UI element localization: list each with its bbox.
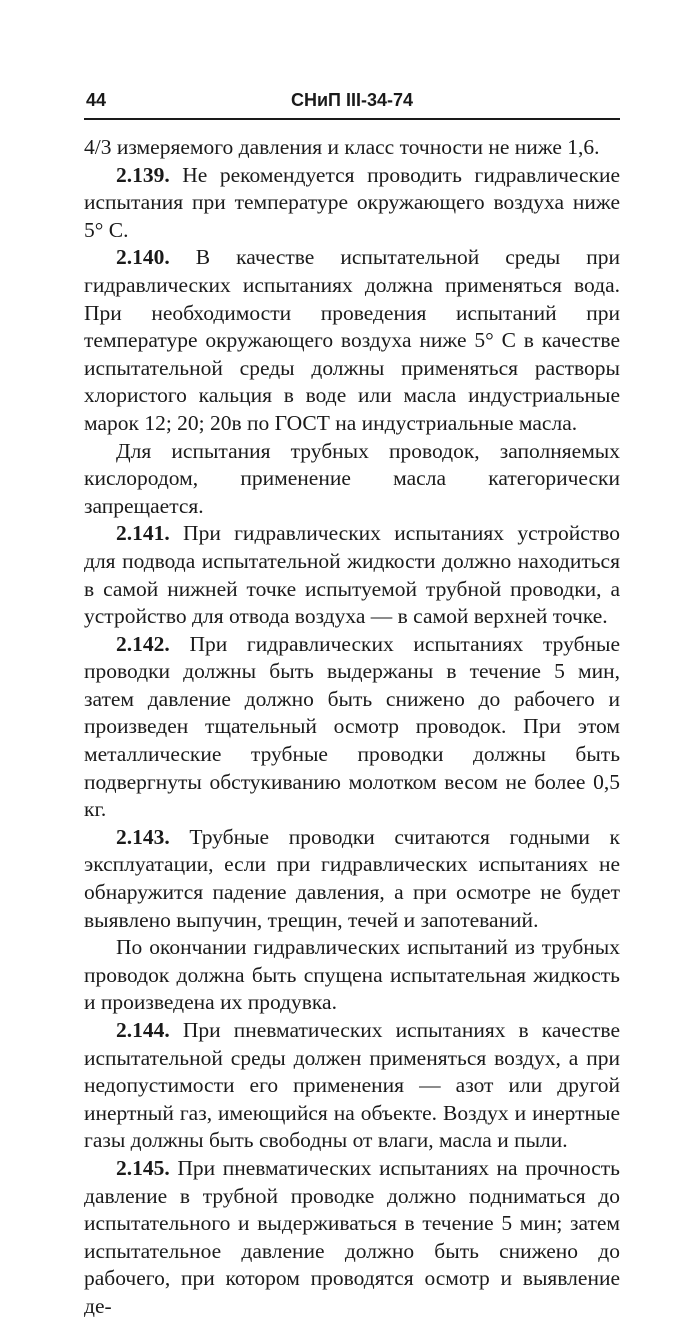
clause-2-143: [84, 824, 620, 934]
clause-number: 2.143.: [116, 824, 170, 849]
clause-2-141: [84, 520, 620, 630]
document-page: [84, 84, 620, 1321]
paragraph-text: При пневматических испытаниях на прочность давление в трубной проводке должно подниматься до испытательного и выдерживаться в течение 5 мин; затем испытательное давление должно быть снижено до рабочего, при котором проводятся осмотр и выявление де-: [84, 1155, 620, 1318]
paragraph-drain-note: [84, 934, 620, 1017]
paragraph-oxygen-note: [84, 438, 620, 521]
paragraph-continuation: [84, 134, 620, 162]
clause-2-139: [84, 162, 620, 245]
clause-number: 2.144.: [116, 1018, 170, 1042]
clause-number: 2.141.: [116, 521, 170, 546]
clause-number: 2.139.: [116, 162, 170, 187]
paragraph-text: Не рекомендуется проводить гидравлические испытания при температуре окружающего воздуха ниже 5° С.: [84, 162, 620, 242]
page-body: [84, 134, 620, 1321]
clause-2-145: [84, 1155, 620, 1321]
page-header: [84, 84, 620, 114]
clause-number: 2.140.: [116, 245, 170, 270]
header-rule: [84, 118, 620, 120]
paragraph-text: При гидравлических испытаниях трубные проводки должны быть выдержаны в течение 5 мин, затем давление должно быть снижено до рабочего и произведен тщательный осмотр проводок. При этом металлические трубные проводки должны быть подвергнуты обстукиванию молотком весом не более 0,5 кг.: [84, 631, 620, 822]
paragraph-text: По окончании гидравлических испытаний из трубных проводок должна быть спущена испытательная жидкость и произведена их продувка.: [84, 935, 620, 1015]
paragraph-text: При пневматических испытаниях в качестве испытательной среды должен применяться воздух, а при недопустимости его применения — азот или другой инертный газ, имеющийся на объекте. Воздух и инертные газы должны быть свободны от влаги, масла и пыли.: [84, 1018, 620, 1153]
paragraph-text: При гидравлических испытаниях устройство для подвода испытательной жидкости должно находиться в самой нижней точке испытуемой трубной проводки, а устройство для отвода воздуха — в самой верхней точке.: [84, 521, 620, 629]
paragraph-text: Трубные проводки считаются годными к эксплуатации, если при гидравлических испытаниях не обнаружится падение давления, а при осмотре не будет выявлено выпучин, трещин, течей и запотеваний.: [84, 824, 620, 932]
clause-2-144: [84, 1017, 620, 1155]
running-title: СНиП III-34-74: [290, 90, 414, 110]
page-number: 44: [86, 90, 107, 110]
clause-number: 2.145.: [116, 1155, 170, 1180]
paragraph-text: В качестве испытательной среды при гидравлических испытаниях должна применяться вода. При необходимости проведения испытаний при температуре окружающего воздуха ниже 5° С в качестве испытательной среды должны применяться растворы хлористого кальция в воде или масла индустриальные марок 12; 20; 20в по ГОСТ на индустриальные масла.: [84, 245, 620, 435]
paragraph-text: 4/3 измеряемого давления и класс точности не ниже 1,6.: [84, 135, 600, 159]
clause-2-140: [84, 244, 620, 437]
clause-2-142: [84, 631, 620, 824]
clause-number: 2.142.: [116, 631, 170, 656]
paragraph-text: Для испытания трубных проводок, заполняемых кислородом, применение масла категорически запрещается.: [84, 438, 620, 518]
